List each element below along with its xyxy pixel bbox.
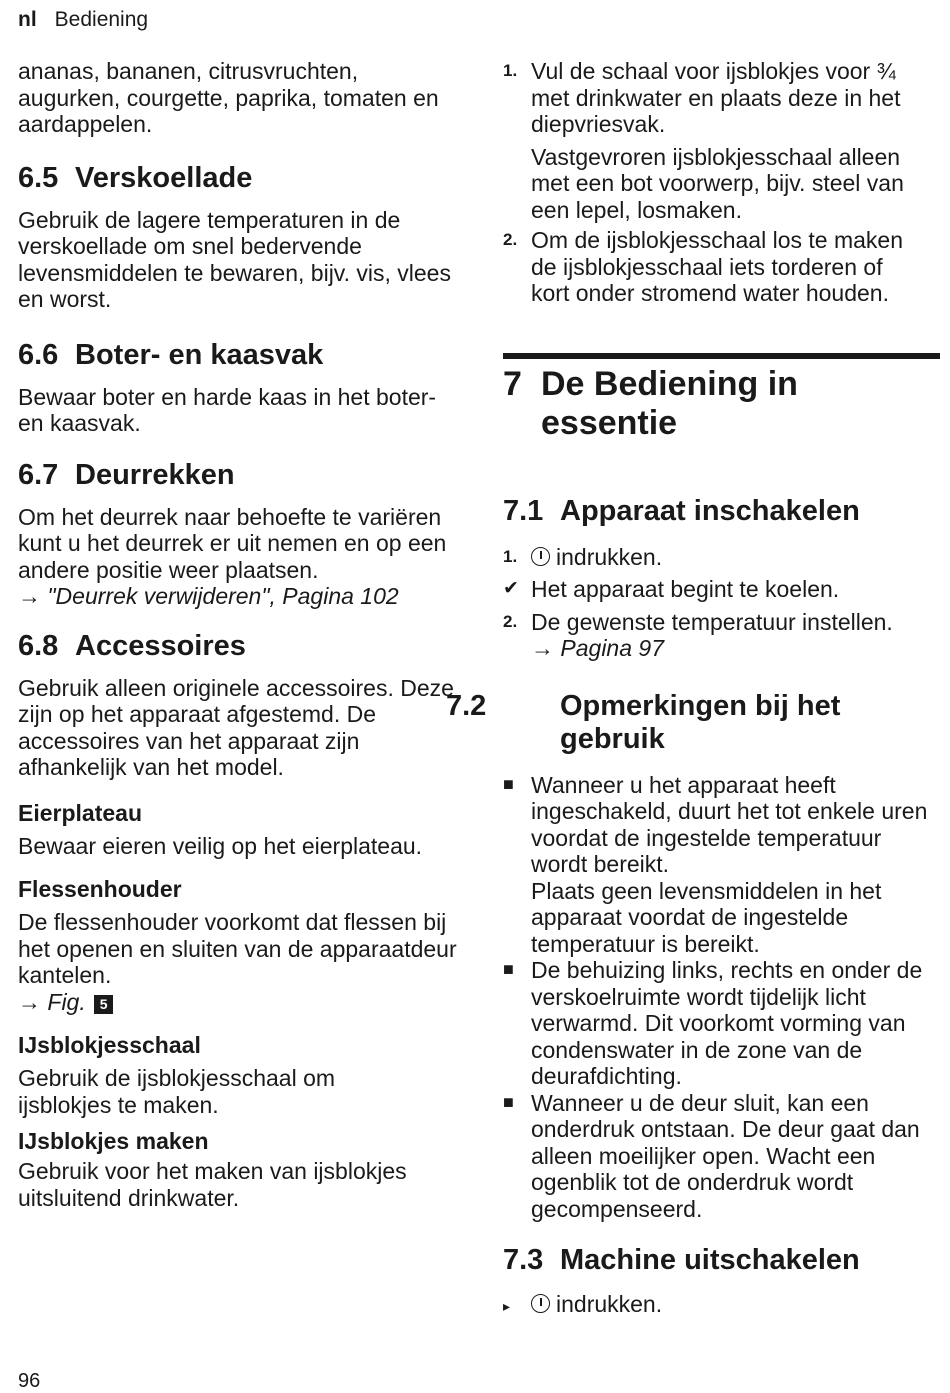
section-7-3-heading	[503, 1244, 940, 1277]
deurrek-reference-link[interactable]	[18, 583, 458, 610]
right-column	[446, 58, 940, 1318]
arrow-right-icon: →	[18, 988, 41, 1015]
section-number: 6.6	[18, 338, 59, 371]
triangle-bullet-icon: ▸	[503, 1298, 511, 1314]
ijsblokjes-maken-text: Gebruik voor het maken van ijsblokjes uitsluitend drinkwater.	[18, 1158, 407, 1211]
square-bullet-icon: ■	[503, 1091, 514, 1112]
square-bullet-icon: ■	[503, 773, 514, 794]
section-number: 6.7	[18, 458, 59, 491]
ijsblokjes-maken-heading: IJsblokjes maken	[18, 1128, 209, 1154]
step-text: indrukken.	[556, 543, 663, 570]
bullet-item	[503, 957, 940, 1090]
section-number: 7.3	[503, 1244, 544, 1276]
step-text: De gewenste temperatuur instellen.	[531, 608, 893, 635]
section-6-8-text: Gebruik alleen originele accessoires. Deze zijn op het apparaat afgestemd. De accessoires van het apparaat zijn afhankelijk van het model.	[18, 674, 454, 780]
reference-text: Fig.	[47, 988, 86, 1015]
section-6-7-heading	[18, 459, 458, 492]
chapter-7-heading	[503, 365, 940, 443]
figure-number-badge: 5	[94, 995, 113, 1014]
section-title: Boter- en kaasvak	[75, 338, 324, 371]
section-6-8-heading	[18, 630, 458, 663]
section-title: Accessoires	[75, 629, 246, 662]
step-text: Om de ijsblokjesschaal los te maken de ijsblokjesschaal iets torderen of kort onder stromend water houden.	[531, 227, 903, 306]
power-button-icon	[531, 1294, 550, 1313]
section-7-2-heading	[446, 689, 950, 756]
section-6-6-text: Bewaar boter en harde kaas in het boter- en kaasvak.	[18, 383, 437, 436]
step-item	[503, 227, 940, 307]
section-6-5-heading	[18, 162, 458, 195]
page-header	[18, 8, 148, 32]
chapter-title: De Bediening in essentie	[541, 364, 798, 442]
left-column	[18, 58, 458, 1211]
bullet-text: Wanneer u de deur sluit, kan een onderdruk ontstaan. De deur gaat dan alleen moeilijker open. Wacht een ogenblik tot de onderdruk wordt gecompenseerd.	[531, 1089, 920, 1222]
section-title: Deurrekken	[75, 458, 235, 491]
step-note: Vastgevroren ijsblokjesschaal alleen met een bot voorwerp, bijv. steel van een lepel, losmaken.	[531, 143, 904, 223]
power-button-icon	[531, 547, 550, 566]
ijsblokjesschaal-heading: IJsblokjesschaal	[18, 1032, 201, 1058]
result-text: Het apparaat begint te koelen.	[531, 576, 840, 602]
bullet-text: De behuizing links, rechts en onder de verskoelruimte wordt tijdelijk licht verwarmd. Dit voorkomt vorming van condenswater in de zone van de deurafdichting.	[531, 957, 923, 1089]
section-6-7-text: Om het deurrek naar behoefte te variëren kunt u het deurrek er uit nemen en op een andere positie weer plaatsen.	[18, 503, 447, 583]
language-code: nl	[18, 8, 37, 31]
reference-text: "Deurrek verwijderen", Pagina 102	[47, 583, 399, 609]
arrow-right-icon: →	[18, 583, 41, 609]
step-number: 2.	[503, 230, 518, 249]
step-item	[503, 58, 940, 223]
page-number: 96	[18, 1370, 41, 1392]
section-number: 6.8	[18, 629, 59, 662]
step-text: indrukken.	[556, 1291, 663, 1317]
step-text: Vul de schaal voor ijsblokjes voor ¾ met drinkwater en plaats deze in het diepvriesvak.	[531, 58, 901, 137]
eierplateau-text: Bewaar eieren veilig op het eierplateau.	[18, 832, 423, 859]
intro-text: ananas, bananen, citrusvruchten, augurken, courgette, paprika, tomaten en aardappelen.	[18, 58, 439, 137]
step-number: 2.	[503, 611, 518, 631]
reference-text: Pagina 97	[560, 635, 664, 661]
checkmark-icon: ✔	[503, 578, 519, 599]
step-number: 1.	[503, 61, 518, 80]
flessenhouder-text: De flessenhouder voorkomt dat flessen bij het openen en sluiten van de apparaatdeur kantelen.	[18, 909, 457, 988]
step-number: 1.	[503, 546, 518, 566]
section-number: 7.1	[503, 494, 544, 527]
temperature-reference-link[interactable]	[531, 635, 940, 662]
section-7-1-heading	[503, 495, 940, 528]
bullet-item	[503, 1090, 940, 1223]
header-section: Bediening	[54, 8, 149, 31]
step-item	[503, 1291, 940, 1318]
section-title: Apparaat inschakelen	[560, 494, 860, 527]
chapter-number: 7	[503, 364, 522, 403]
section-number: 7.2	[446, 689, 487, 722]
section-6-6-heading	[18, 339, 458, 372]
flessenhouder-heading: Flessenhouder	[18, 876, 182, 902]
bullet-text: Wanneer u het apparaat heeft ingeschakeld, duurt het tot enkele uren voordat de ingestelde temperatuur wordt bereikt.	[531, 771, 928, 877]
ijsblokjesschaal-text: Gebruik de ijsblokjesschaal om ijsblokjes te maken.	[18, 1065, 336, 1118]
chapter-divider	[503, 353, 940, 359]
bullet-extra-text: Plaats geen levensmiddelen in het apparaat voordat de ingestelde temperatuur is bereikt.	[531, 877, 882, 957]
bullet-item	[503, 772, 940, 958]
section-6-5-text: Gebruik de lagere temperaturen in de verskoellade om snel bedervende levensmiddelen te bewaren, bijv. vis, vlees en worst.	[18, 206, 451, 312]
section-title: Machine uitschakelen	[560, 1244, 860, 1276]
section-title: Opmerkingen bij het gebruik	[560, 689, 841, 755]
step-item	[503, 544, 940, 571]
figure-reference-link[interactable]	[18, 989, 458, 1016]
section-number: 6.5	[18, 161, 59, 194]
eierplateau-heading: Eierplateau	[18, 799, 142, 826]
result-item	[503, 576, 940, 603]
step-item	[503, 609, 940, 662]
arrow-right-icon: →	[531, 635, 554, 661]
square-bullet-icon: ■	[503, 959, 514, 979]
section-title: Verskoellade	[75, 161, 253, 194]
